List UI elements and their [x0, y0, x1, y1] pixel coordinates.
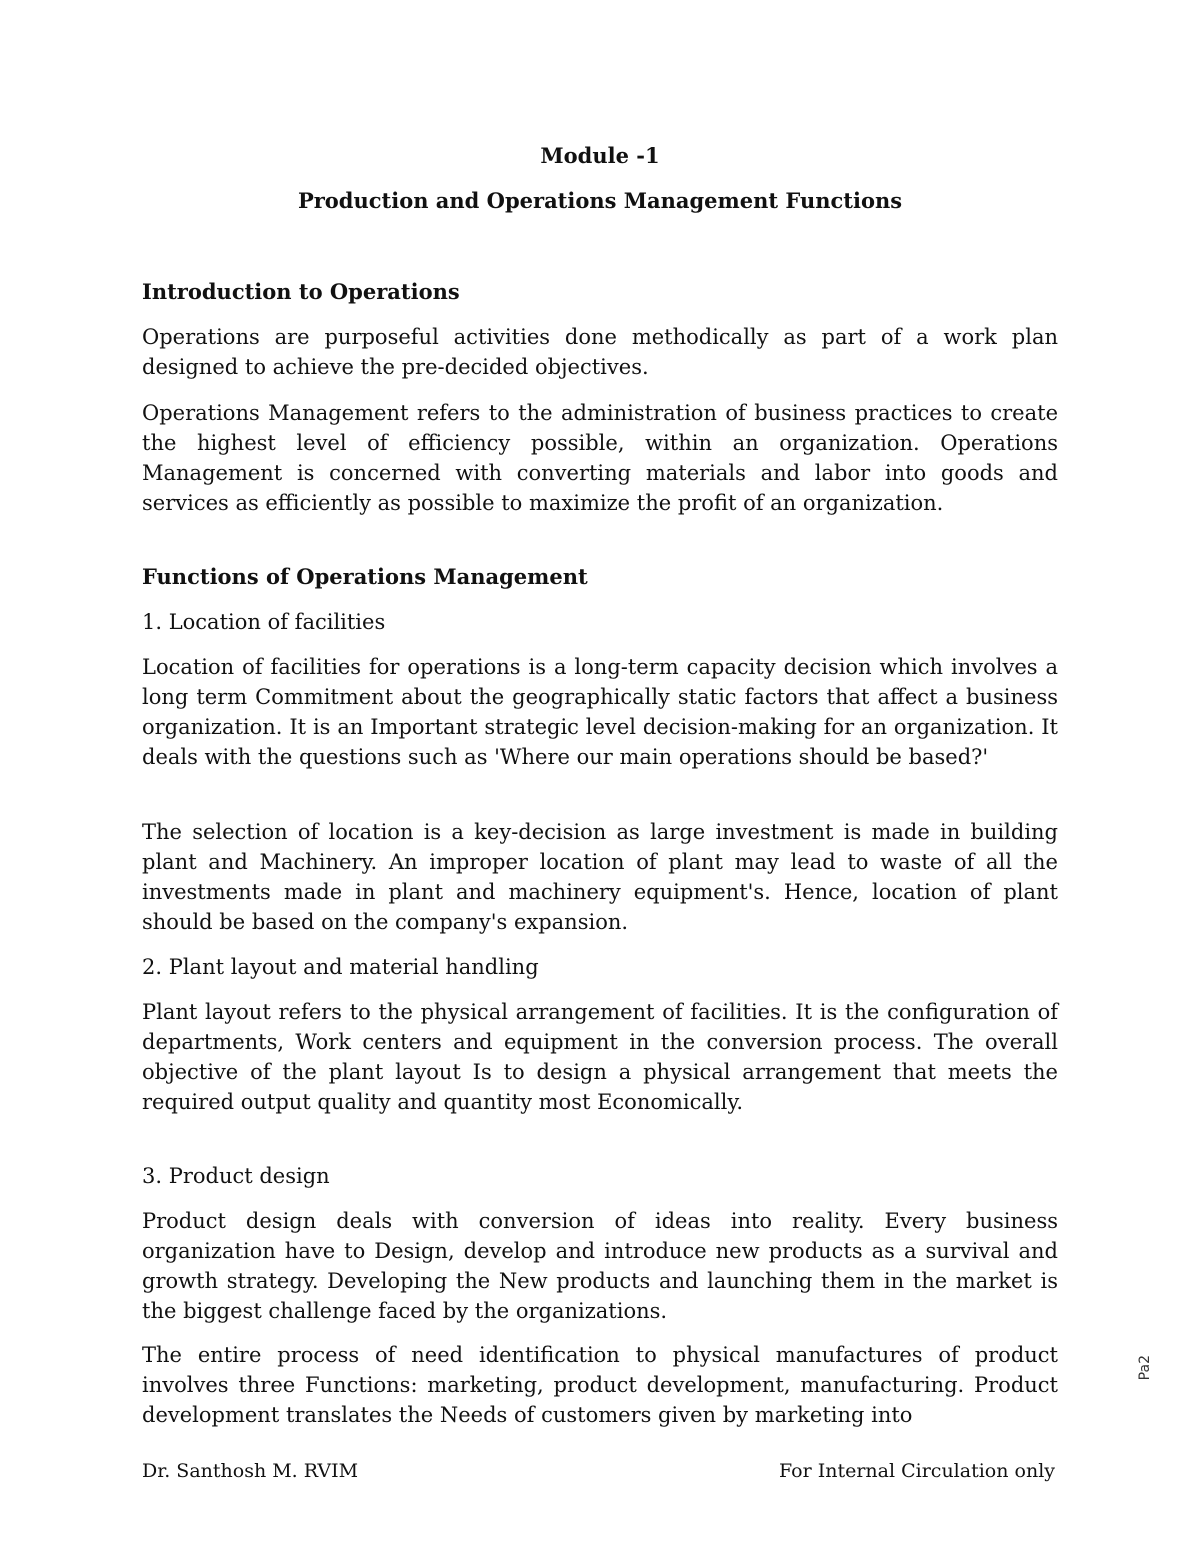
page-number-mark: Pa2 — [1137, 1355, 1153, 1381]
item-2-paragraph-1: Plant layout refers to the physical arrangement of facilities. It is the configuration of departments, Work centers and equipment in the conversion process. The overall objective of the plant layout Is to design a physical arrangement that meets the required output quality and quantity most Economically. — [142, 1000, 1058, 1114]
intro-heading: Introduction to Operations — [142, 279, 460, 304]
footer-author: Dr. Santhosh M. RVIM — [142, 1460, 359, 1482]
item-3-title: 3. Product design — [142, 1164, 330, 1188]
item-2-title: 2. Plant layout and material handling — [142, 955, 539, 979]
intro-paragraph-2: Operations Management refers to the administration of business practices to create the highest level of efficiency possible, within an organization. Operations Management is concerned with converting materials and labor into goods and services as efficiently as possible to maximize the profit of an organization. — [142, 401, 1058, 515]
module-title: Module -1 — [540, 143, 660, 168]
footer-note: For Internal Circulation only — [779, 1460, 1055, 1482]
functions-heading: Functions of Operations Management — [142, 564, 588, 589]
item-3-paragraph-2: The entire process of need identification to physical manufactures of product involves three Functions: marketing, product development, manufacturing. Product development translates the Needs of customers given by marketing into — [142, 1343, 1058, 1427]
page-title: Production and Operations Management Functions — [297, 188, 903, 213]
item-3-paragraph-1: Product design deals with conversion of ideas into reality. Every business organization have to Design, develop and introduce new products as a survival and growth strategy. Developing the New products and launching them in the market is the biggest challenge faced by the organizations. — [142, 1209, 1058, 1323]
item-1-paragraph-1: Location of facilities for operations is a long-term capacity decision which involves a long term Commitment about the geographically static factors that affect a business organization. It is an Important strategic level decision-making for an organization. It deals with the questions such as 'Where our main operations should be based?' — [142, 655, 1058, 769]
intro-paragraph-1: Operations are purposeful activities done methodically as part of a work plan designed to achieve the pre-decided objectives. — [142, 325, 1058, 379]
item-1-title: 1. Location of facilities — [142, 610, 386, 634]
item-1-paragraph-2: The selection of location is a key-decision as large investment is made in building plant and Machinery. An improper location of plant may lead to waste of all the investments made in plant and machinery equipment's. Hence, location of plant should be based on the company's expansion. — [142, 820, 1058, 934]
